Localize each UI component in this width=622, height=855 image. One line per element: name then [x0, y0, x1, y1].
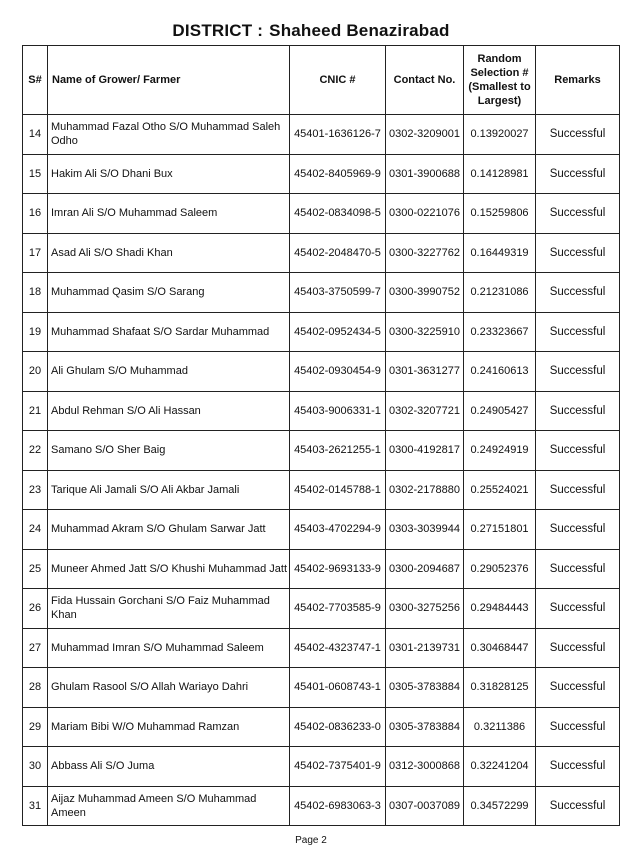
row-grower-name: Ali Ghulam S/O Muhammad — [48, 352, 290, 392]
row-cnic: 45402-0145788-1 — [290, 470, 386, 510]
row-remarks: Successful — [536, 549, 620, 589]
row-random-selection: 0.29484443 — [464, 589, 536, 629]
table-row — [23, 194, 620, 234]
row-contact: 0300-3275256 — [386, 589, 464, 629]
row-sno: 23 — [23, 470, 48, 510]
row-cnic: 45401-1636126-7 — [290, 115, 386, 155]
row-random-selection: 0.25524021 — [464, 470, 536, 510]
row-remarks: Successful — [536, 391, 620, 431]
row-contact: 0301-2139731 — [386, 628, 464, 668]
row-random-selection: 0.13920027 — [464, 115, 536, 155]
table-row — [23, 273, 620, 313]
row-remarks: Successful — [536, 707, 620, 747]
header-contact: Contact No. — [386, 46, 464, 115]
table-row — [23, 707, 620, 747]
row-grower-name: Hakim Ali S/O Dhani Bux — [48, 154, 290, 194]
row-grower-name: Muhammad Shafaat S/O Sardar Muhammad — [48, 312, 290, 352]
row-grower-name: Aijaz Muhammad Ameen S/O Muhammad Ameen — [48, 786, 290, 826]
row-sno: 24 — [23, 510, 48, 550]
row-remarks: Successful — [536, 668, 620, 708]
row-grower-name: Muhammad Akram S/O Ghulam Sarwar Jatt — [48, 510, 290, 550]
row-grower-name: Muhammad Qasim S/O Sarang — [48, 273, 290, 313]
row-remarks: Successful — [536, 470, 620, 510]
row-random-selection: 0.14128981 — [464, 154, 536, 194]
table-row — [23, 668, 620, 708]
row-contact: 0300-3227762 — [386, 233, 464, 273]
row-remarks: Successful — [536, 431, 620, 471]
table-row — [23, 786, 620, 826]
row-random-selection: 0.23323667 — [464, 312, 536, 352]
row-cnic: 45403-4702294-9 — [290, 510, 386, 550]
row-random-selection: 0.32241204 — [464, 747, 536, 787]
row-grower-name: Imran Ali S/O Muhammad Saleem — [48, 194, 290, 234]
row-contact: 0302-3209001 — [386, 115, 464, 155]
row-cnic: 45402-0930454-9 — [290, 352, 386, 392]
table-row — [23, 115, 620, 155]
row-sno: 16 — [23, 194, 48, 234]
row-sno: 30 — [23, 747, 48, 787]
header-name: Name of Grower/ Farmer — [48, 46, 290, 115]
row-grower-name: Ghulam Rasool S/O Allah Wariayo Dahri — [48, 668, 290, 708]
row-sno: 14 — [23, 115, 48, 155]
row-grower-name: Mariam Bibi W/O Muhammad Ramzan — [48, 707, 290, 747]
header-cnic: CNIC # — [290, 46, 386, 115]
row-sno: 28 — [23, 668, 48, 708]
row-contact: 0300-2094687 — [386, 549, 464, 589]
row-sno: 18 — [23, 273, 48, 313]
row-cnic: 45403-2621255-1 — [290, 431, 386, 471]
row-cnic: 45401-0608743-1 — [290, 668, 386, 708]
row-random-selection: 0.27151801 — [464, 510, 536, 550]
row-contact: 0302-3207721 — [386, 391, 464, 431]
row-grower-name: Muhammad Fazal Otho S/O Muhammad Saleh Odho — [48, 115, 290, 155]
district-name: Shaheed Benazirabad — [269, 21, 450, 40]
row-remarks: Successful — [536, 628, 620, 668]
row-cnic: 45402-8405969-9 — [290, 154, 386, 194]
table-row — [23, 589, 620, 629]
row-grower-name: Muhammad Imran S/O Muhammad Saleem — [48, 628, 290, 668]
row-remarks: Successful — [536, 233, 620, 273]
row-remarks: Successful — [536, 747, 620, 787]
table-body — [23, 115, 620, 826]
row-random-selection: 0.15259806 — [464, 194, 536, 234]
row-contact: 0303-3039944 — [386, 510, 464, 550]
table-row — [23, 431, 620, 471]
row-cnic: 45402-7703585-9 — [290, 589, 386, 629]
row-cnic: 45402-0834098-5 — [290, 194, 386, 234]
row-remarks: Successful — [536, 352, 620, 392]
row-sno: 29 — [23, 707, 48, 747]
row-remarks: Successful — [536, 194, 620, 234]
row-sno: 26 — [23, 589, 48, 629]
row-grower-name: Samano S/O Sher Baig — [48, 431, 290, 471]
row-grower-name: Muneer Ahmed Jatt S/O Khushi Muhammad Jatt — [48, 549, 290, 589]
row-sno: 20 — [23, 352, 48, 392]
row-remarks: Successful — [536, 115, 620, 155]
page-title — [0, 20, 622, 42]
row-contact: 0307-0037089 — [386, 786, 464, 826]
row-contact: 0302-2178880 — [386, 470, 464, 510]
row-random-selection: 0.24924919 — [464, 431, 536, 471]
row-sno: 22 — [23, 431, 48, 471]
row-grower-name: Abdul Rehman S/O Ali Hassan — [48, 391, 290, 431]
table-row — [23, 510, 620, 550]
row-contact: 0300-3990752 — [386, 273, 464, 313]
row-remarks: Successful — [536, 589, 620, 629]
row-contact: 0312-3000868 — [386, 747, 464, 787]
row-random-selection: 0.31828125 — [464, 668, 536, 708]
row-random-selection: 0.30468447 — [464, 628, 536, 668]
table-row — [23, 391, 620, 431]
row-random-selection: 0.3211386 — [464, 707, 536, 747]
row-random-selection: 0.21231086 — [464, 273, 536, 313]
row-cnic: 45402-9693133-9 — [290, 549, 386, 589]
row-remarks: Successful — [536, 273, 620, 313]
row-contact: 0301-3900688 — [386, 154, 464, 194]
row-random-selection: 0.16449319 — [464, 233, 536, 273]
row-cnic: 45403-9006331-1 — [290, 391, 386, 431]
row-sno: 15 — [23, 154, 48, 194]
row-remarks: Successful — [536, 312, 620, 352]
header-random: Random Selection # (Smallest to Largest) — [464, 46, 536, 115]
table-header-row — [23, 46, 620, 115]
row-contact: 0305-3783884 — [386, 707, 464, 747]
header-remarks: Remarks — [536, 46, 620, 115]
row-sno: 21 — [23, 391, 48, 431]
row-cnic: 45402-6983063-3 — [290, 786, 386, 826]
row-grower-name: Fida Hussain Gorchani S/O Faiz Muhammad Khan — [48, 589, 290, 629]
table-row — [23, 154, 620, 194]
row-random-selection: 0.24160613 — [464, 352, 536, 392]
table-row — [23, 312, 620, 352]
row-random-selection: 0.34572299 — [464, 786, 536, 826]
district-label: DISTRICT : — [172, 21, 264, 40]
row-contact: 0300-4192817 — [386, 431, 464, 471]
row-remarks: Successful — [536, 786, 620, 826]
row-remarks: Successful — [536, 510, 620, 550]
table-row — [23, 352, 620, 392]
row-grower-name: Asad Ali S/O Shadi Khan — [48, 233, 290, 273]
row-sno: 17 — [23, 233, 48, 273]
row-contact: 0300-3225910 — [386, 312, 464, 352]
row-grower-name: Tarique Ali Jamali S/O Ali Akbar Jamali — [48, 470, 290, 510]
row-grower-name: Abbass Ali S/O Juma — [48, 747, 290, 787]
row-cnic: 45402-0836233-0 — [290, 707, 386, 747]
row-contact: 0301-3631277 — [386, 352, 464, 392]
table-row — [23, 470, 620, 510]
row-sno: 19 — [23, 312, 48, 352]
row-random-selection: 0.29052376 — [464, 549, 536, 589]
header-sno: S# — [23, 46, 48, 115]
table-row — [23, 628, 620, 668]
row-contact: 0300-0221076 — [386, 194, 464, 234]
growers-table — [22, 45, 620, 826]
row-cnic: 45402-0952434-5 — [290, 312, 386, 352]
table-row — [23, 549, 620, 589]
row-cnic: 45402-7375401-9 — [290, 747, 386, 787]
row-contact: 0305-3783884 — [386, 668, 464, 708]
row-cnic: 45402-4323747-1 — [290, 628, 386, 668]
row-remarks: Successful — [536, 154, 620, 194]
row-random-selection: 0.24905427 — [464, 391, 536, 431]
page-number: Page 2 — [295, 835, 327, 846]
row-cnic: 45402-2048470-5 — [290, 233, 386, 273]
row-sno: 25 — [23, 549, 48, 589]
row-sno: 31 — [23, 786, 48, 826]
table-row — [23, 233, 620, 273]
row-cnic: 45403-3750599-7 — [290, 273, 386, 313]
row-sno: 27 — [23, 628, 48, 668]
table-row — [23, 747, 620, 787]
